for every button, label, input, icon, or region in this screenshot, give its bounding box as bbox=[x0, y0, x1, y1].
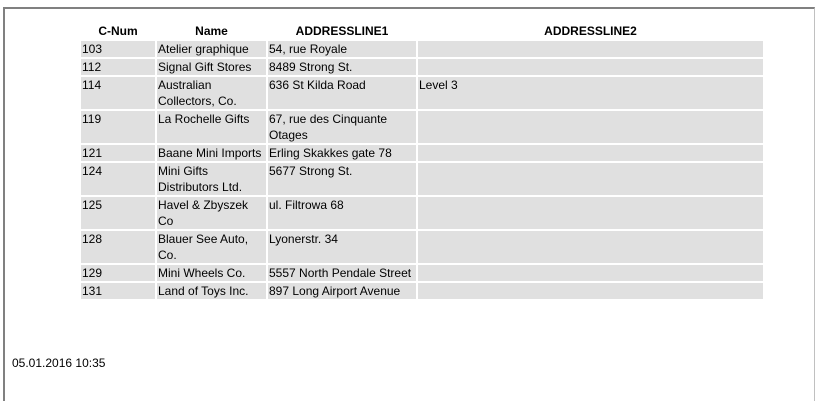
cell-c-num: 121 bbox=[81, 145, 155, 161]
cell-c-num: 124 bbox=[81, 163, 155, 195]
cell-addressline1: 636 St Kilda Road bbox=[268, 77, 416, 109]
cell-addressline2: Level 3 bbox=[418, 77, 763, 109]
table-row bbox=[81, 283, 763, 299]
cell-c-num: 129 bbox=[81, 265, 155, 281]
cell-c-num: 131 bbox=[81, 283, 155, 299]
cell-addressline2 bbox=[418, 41, 763, 57]
cell-name: Australian Collectors, Co. bbox=[157, 77, 266, 109]
column-header-addressline1: ADDRESSLINE1 bbox=[295, 24, 389, 38]
report-frame bbox=[3, 7, 815, 401]
column-header-name: Name bbox=[195, 24, 228, 38]
table-row bbox=[81, 145, 763, 161]
cell-name: Blauer See Auto, Co. bbox=[157, 231, 266, 263]
cell-name: Signal Gift Stores bbox=[157, 59, 266, 75]
table-row bbox=[81, 265, 763, 281]
cell-addressline1: 897 Long Airport Avenue bbox=[268, 283, 416, 299]
cell-addressline1: Erling Skakkes gate 78 bbox=[268, 145, 416, 161]
cell-name: Baane Mini Imports bbox=[157, 145, 266, 161]
table-row bbox=[81, 77, 763, 109]
cell-addressline2 bbox=[418, 265, 763, 281]
cell-addressline2 bbox=[418, 163, 763, 195]
cell-addressline2 bbox=[418, 231, 763, 263]
cell-addressline1: 5677 Strong St. bbox=[268, 163, 416, 195]
cell-addressline2 bbox=[418, 111, 763, 143]
cell-addressline1: 67, rue des Cinquante Otages bbox=[268, 111, 416, 143]
column-header-addressline2: ADDRESSLINE2 bbox=[544, 24, 637, 38]
cell-name: Mini Wheels Co. bbox=[157, 265, 266, 281]
table-row bbox=[81, 197, 763, 229]
table-row bbox=[81, 163, 763, 195]
cell-c-num: 103 bbox=[81, 41, 155, 57]
table-row bbox=[81, 111, 763, 143]
table-row bbox=[81, 41, 763, 57]
table-row bbox=[81, 59, 763, 75]
cell-addressline2 bbox=[418, 197, 763, 229]
cell-c-num: 112 bbox=[81, 59, 155, 75]
cell-name: La Rochelle Gifts bbox=[157, 111, 266, 143]
report-timestamp: 05.01.2016 10:35 bbox=[12, 356, 106, 370]
cell-addressline1: ul. Filtrowa 68 bbox=[268, 197, 416, 229]
cell-name: Atelier graphique bbox=[157, 41, 266, 57]
cell-c-num: 125 bbox=[81, 197, 155, 229]
cell-name: Mini Gifts Distributors Ltd. bbox=[157, 163, 266, 195]
cell-name: Havel & Zbyszek Co bbox=[157, 197, 266, 229]
table-row bbox=[81, 231, 763, 263]
cell-addressline1: 8489 Strong St. bbox=[268, 59, 416, 75]
cell-c-num: 114 bbox=[81, 77, 155, 109]
customer-table bbox=[79, 22, 765, 301]
cell-name: Land of Toys Inc. bbox=[157, 283, 266, 299]
cell-addressline2 bbox=[418, 283, 763, 299]
cell-c-num: 128 bbox=[81, 231, 155, 263]
cell-addressline2 bbox=[418, 145, 763, 161]
table-header-row bbox=[81, 24, 763, 39]
cell-addressline1: 54, rue Royale bbox=[268, 41, 416, 57]
column-header-c-num: C-Num bbox=[98, 24, 138, 38]
cell-addressline1: Lyonerstr. 34 bbox=[268, 231, 416, 263]
cell-c-num: 119 bbox=[81, 111, 155, 143]
cell-addressline2 bbox=[418, 59, 763, 75]
cell-addressline1: 5557 North Pendale Street bbox=[268, 265, 416, 281]
